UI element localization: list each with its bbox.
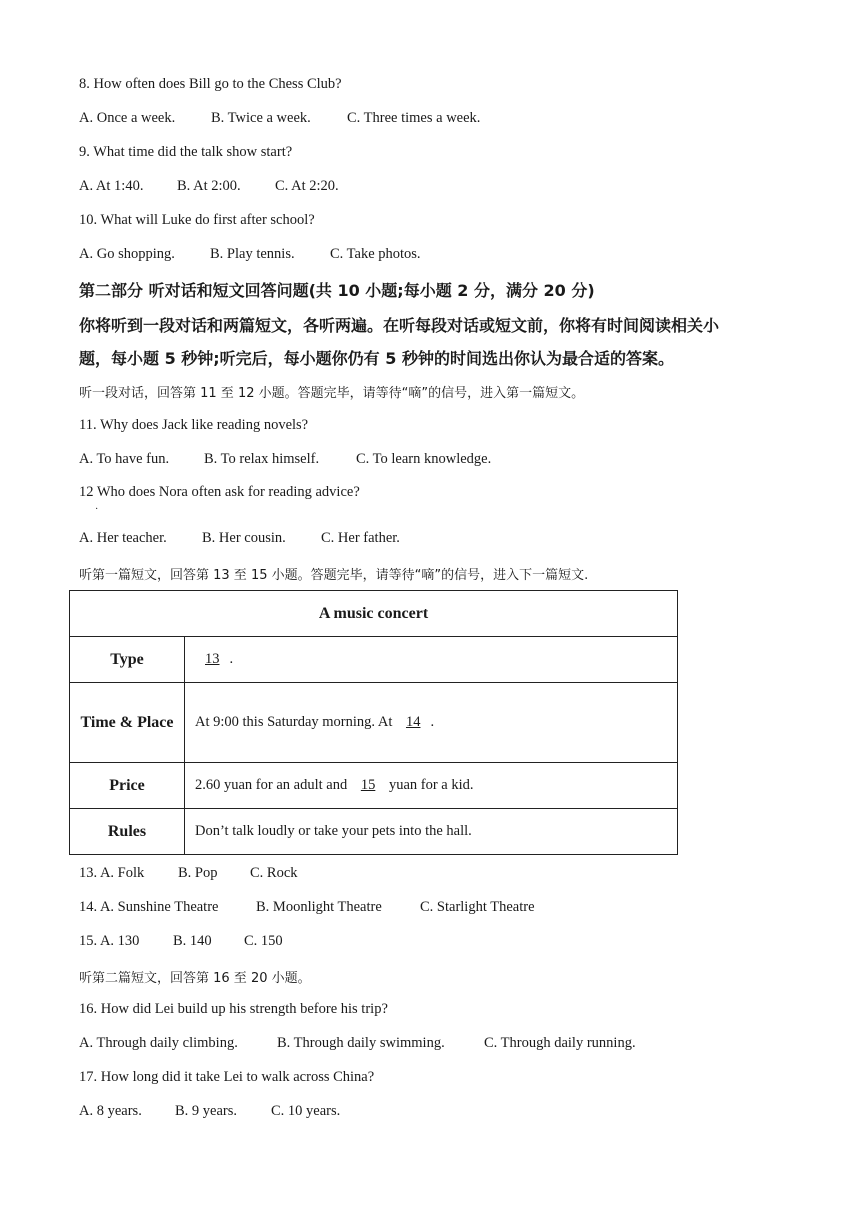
option-c: C. Three times a week. xyxy=(347,110,481,126)
table-title-row xyxy=(70,591,678,637)
question-11-stem: 11. Why does Jack like reading novels? xyxy=(79,417,309,433)
question-17-stem: 17. How long did it take Lei to walk across China? xyxy=(79,1069,375,1085)
option-a: 14. A. Sunshine Theatre xyxy=(79,899,219,915)
option-a: A. Once a week. xyxy=(79,110,176,126)
option-c: C. To learn knowledge. xyxy=(356,451,492,467)
question-16-options xyxy=(79,1035,636,1052)
part-two-instruction-line-2: 题，每小题 5 秒钟;听完后，每小题你仍有 5 秒钟的时间选出你认为最合适的答案。 xyxy=(79,349,674,368)
part-two-instruction-line-1: 你将听到一段对话和两篇短文，各听两遍。在听每段对话或短文前，你将有时间阅读相关小 xyxy=(79,316,720,335)
table-title: A music concert xyxy=(70,591,678,637)
question-17-options xyxy=(79,1103,340,1120)
row-label-type: Type xyxy=(70,637,185,683)
answer-blank-13: 13 xyxy=(205,651,220,667)
option-c: C. Take photos. xyxy=(330,246,421,262)
option-c: C. 10 years. xyxy=(271,1103,341,1119)
row-label-price: Price xyxy=(70,763,185,809)
question-9-options xyxy=(79,178,339,195)
row-value-type: 13 . xyxy=(185,637,678,683)
option-a: 13. A. Folk xyxy=(79,865,145,881)
row-value-time-place: At 9:00 this Saturday morning. At 14 . xyxy=(185,683,678,763)
table-row xyxy=(70,683,678,763)
option-a: A. 8 years. xyxy=(79,1103,142,1119)
option-a: A. At 1:40. xyxy=(79,178,144,194)
option-c: C. 150 xyxy=(244,933,283,949)
option-a: A. To have fun. xyxy=(79,451,170,467)
row-value-rules: Don’t talk loudly or take your pets into the hall. xyxy=(185,809,678,855)
question-15-options xyxy=(79,933,283,950)
option-b: B. Her cousin. xyxy=(202,530,286,546)
option-a: A. Through daily climbing. xyxy=(79,1035,238,1051)
option-b: B. To relax himself. xyxy=(204,451,320,467)
row-label-rules: Rules xyxy=(70,809,185,855)
option-b: B. Twice a week. xyxy=(211,110,311,126)
option-b: B. 9 years. xyxy=(175,1103,238,1119)
option-b: B. Pop xyxy=(178,865,218,881)
option-c: C. Her father. xyxy=(321,530,400,546)
row-value-price: 2.60 yuan for an adult and 15 yuan for a kid. xyxy=(185,763,678,809)
passage-two-note: 听第二篇短文，回答第 16 至 20 小题。 xyxy=(79,971,311,986)
dialogue-note: 听一段对话，回答第 11 至 12 小题。答题完毕，请等待“嘀”的信号，进入第一篇短文。 xyxy=(79,386,585,401)
option-b: B. At 2:00. xyxy=(177,178,241,194)
question-14-options xyxy=(79,899,535,916)
option-c: C. Through daily running. xyxy=(484,1035,636,1051)
question-12-stem: 12 Who does Nora often ask for reading advice? xyxy=(79,484,360,500)
option-b: B. Through daily swimming. xyxy=(277,1035,445,1051)
question-16-stem: 16. How did Lei build up his strength before his trip? xyxy=(79,1001,388,1017)
passage-one-note: 听第一篇短文，回答第 13 至 15 小题。答题完毕，请等待“嘀”的信号，进入下一篇短文. xyxy=(79,568,589,583)
question-10-stem: 10. What will Luke do first after school? xyxy=(79,212,315,228)
question-13-options xyxy=(79,865,298,882)
question-11-options xyxy=(79,451,491,468)
table-row xyxy=(70,763,678,809)
option-b: B. 140 xyxy=(173,933,212,949)
answer-blank-15: 15 xyxy=(360,777,376,793)
question-8-options xyxy=(79,110,480,127)
question-10-options xyxy=(79,246,421,263)
row-label-time-place: Time & Place xyxy=(70,683,185,763)
option-c: C. Rock xyxy=(250,865,298,881)
option-c: C. At 2:20. xyxy=(275,178,339,194)
option-b: B. Play tennis. xyxy=(210,246,295,262)
table-row xyxy=(70,809,678,855)
answer-blank-14: 14 xyxy=(405,714,421,730)
option-c: C. Starlight Theatre xyxy=(420,899,535,915)
option-a: 15. A. 130 xyxy=(79,933,140,949)
option-a: A. Go shopping. xyxy=(79,246,175,262)
option-a: A. Her teacher. xyxy=(79,530,167,546)
option-b: B. Moonlight Theatre xyxy=(256,899,382,915)
table-row xyxy=(70,637,678,683)
part-two-heading: 第二部分 听对话和短文回答问题(共 10 小题;每小题 2 分，满分 20 分) xyxy=(79,281,595,300)
question-12-options xyxy=(79,530,400,547)
question-8-stem: 8. How often does Bill go to the Chess Club? xyxy=(79,76,342,92)
concert-info-table xyxy=(69,590,678,855)
stray-dot: · xyxy=(95,504,99,515)
question-9-stem: 9. What time did the talk show start? xyxy=(79,144,293,160)
